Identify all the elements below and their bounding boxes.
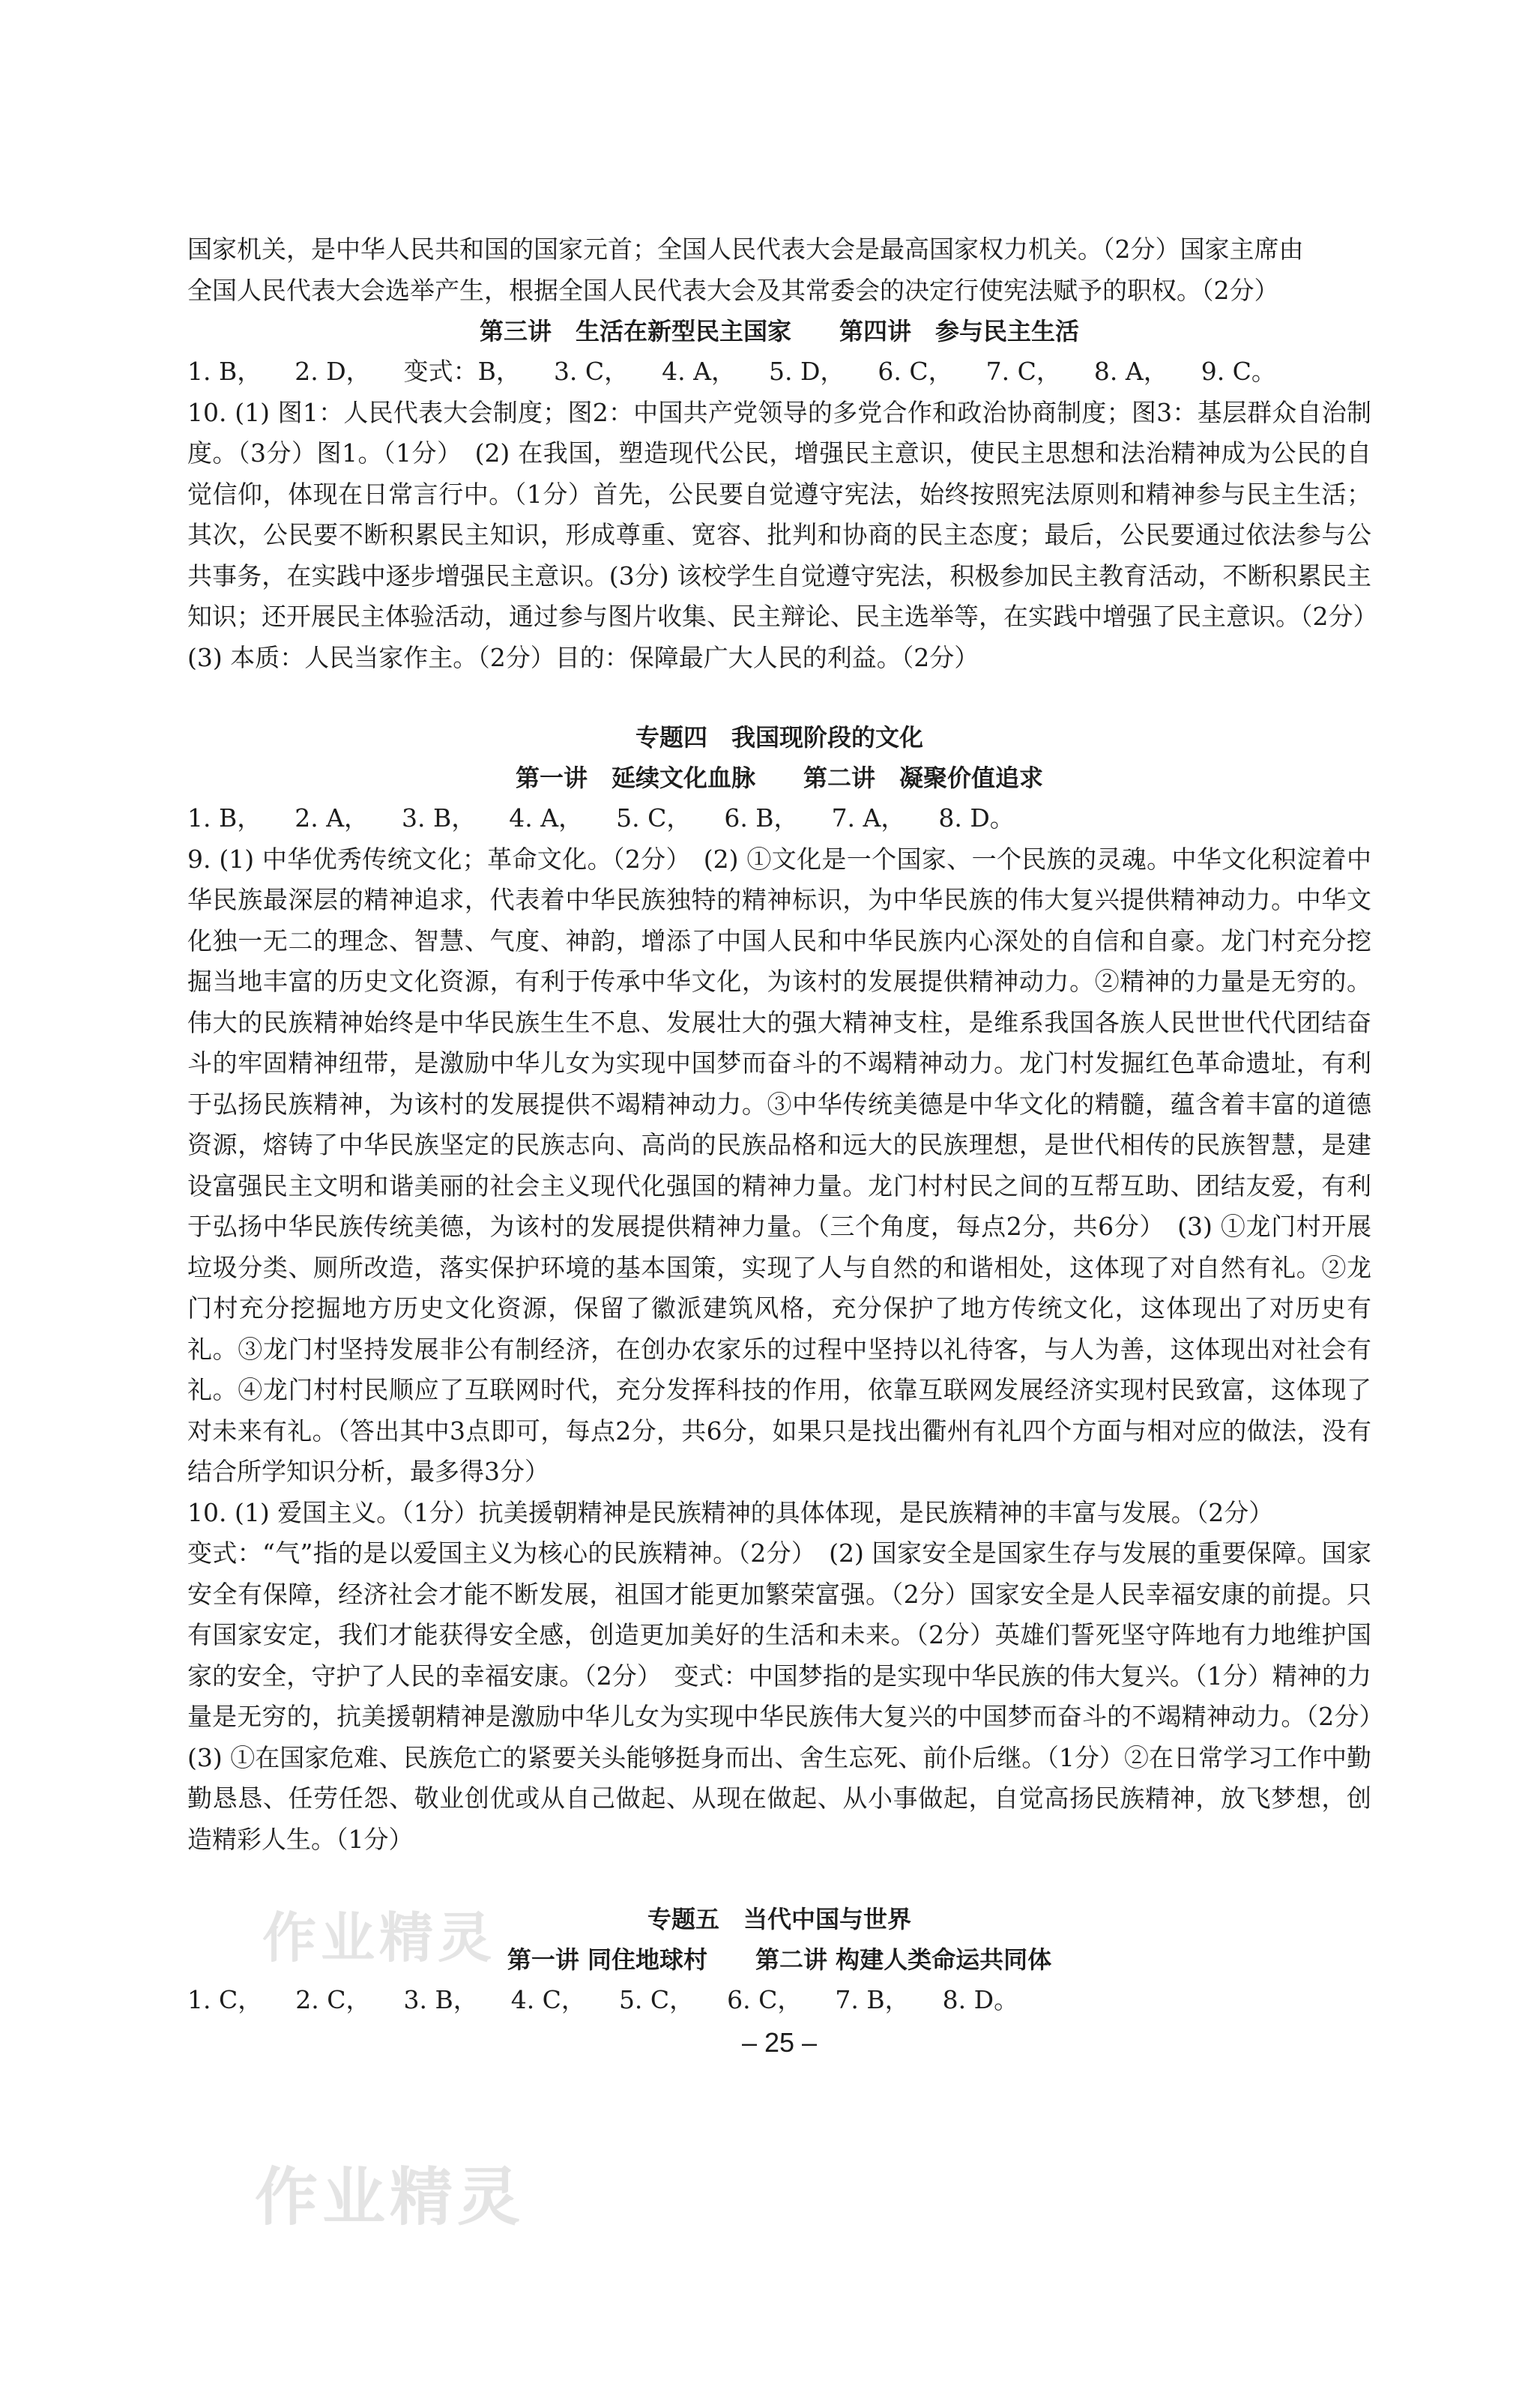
question-9-answer: 9. (1) 中华优秀传统文化；革命文化。（2分） (2) ①文化是一个国家、一个民族的灵魂。中华文化积淀着中华民族最深层的精神追求，代表着中华民族独特的精神标识，为中华民族的伟大复兴提供精神动力。中华文化独一无二的理念、智慧、气度、神韵，增添了中国人民和中华民族内心深处的自信和自豪。龙门村充分挖掘当地丰富的历史文化资源，有利于传承中华文化，为该村的发展提供精神动力。②精神的力量是无穷的。伟大的民族精神始终是中华民族生生不息、发展壮大的强大精神支柱，是维系我国各族人民世世代代团结奋斗的牢固精神纽带，是激励中华儿女为实现中国梦而奋斗的不竭精神动力。龙门村发掘红色革命遗址，有利于弘扬民族精神，为该村的发展提供不竭精神动力。③中华传统美德是中华文化的精髓，蕴含着丰富的道德资源，熔铸了中华民族坚定的民族志向、高尚的民族品格和远大的民族理想，是世代相传的民族智慧，是建设富强民主文明和谐美丽的社会主义现代化强国的精神力量。龙门村村民之间的互帮互助、团结友爱，有利于弘扬中华民族传统美德，为该村的发展提供精神力量。（三个角度，每点2分，共6分） (3) ①龙门村开展垃圾分类、厕所改造，落实保护环境的基本国策，实现了人与自然的和谐相处，这体现了对自然有礼。②龙门村充分挖掘地方历史文化资源，保留了徽派建筑风格，充分保护了地方传统文化，这体现出了对历史有礼。③龙门村坚持发展非公有制经济，在创办农家乐的过程中坚持以礼待客，与人为善，这体现出对社会有礼。④龙门村村民顺应了互联网时代，充分发挥科技的作用，依靠互联网发展经济实现村民致富，这体现了对未来有礼。（答出其中3点即可，每点2分，共6分，如果只是找出衢州有礼四个方面与相对应的做法，没有结合所学知识分析，最多得3分） xyxy=(187,844,1371,1486)
answer-row-3-4 xyxy=(187,351,1371,393)
question-10-part-3: (3) 本质：人民当家作主。（2分）目的：保障最广大人民的利益。（2分） xyxy=(187,642,979,672)
answer-5: 5. C， xyxy=(618,1985,695,2014)
answer-row-topic-5 xyxy=(187,1980,1371,2021)
intro-line-2: 全国人民代表大会选举产生，根据全国人民代表大会及其常委会的决定行使宪法赋予的职权。（2分） xyxy=(187,275,1279,305)
answer-5: 5. C， xyxy=(616,803,692,833)
intro-line-1: 国家机关，是中华人民共和国的国家元首；全国人民代表大会是最高国家权力机关。（2分）国家主席由 xyxy=(187,235,1304,264)
topic-4-title: 专题四 我国现阶段的文化 xyxy=(635,723,923,752)
answer-6: 6. C， xyxy=(878,357,953,386)
answer-8: 8. D。 xyxy=(938,803,1015,833)
watermark: 作业精灵 xyxy=(262,1906,497,1969)
question-10-answer: 10. (1) 图1：人民代表大会制度；图2：中国共产党领导的多党合作和政治协商制度；图3：基层群众自治制度。（3分）图1。（1分） (2) 在我国，塑造现代公民，增强民主意识，使民主思想和法治精神成为公民的自觉信仰，体现在日常言行中。（1分）首先，公民要自觉遵守宪法，始终按照宪法原则和精神参与民主生活；其次，公民要不断积累民主知识，形成尊重、宽容、批判和协商的民主态度；最后，公民要通过依法参与公共事务，在实践中逐步增强民主意识。(3分) 该校学生自觉遵守宪法，积极参加民主教育活动，不断积累民主知识；还开展民主体验活动，通过参与图片收集、民主辩论、民主选举等，在实践中增强了民主意识。（2分） xyxy=(187,397,1378,631)
answer-8: 8. A， xyxy=(1093,357,1168,386)
topic-4-subtitle: 第一讲 延续文化血脉 第二讲 凝聚价值追求 xyxy=(515,764,1043,792)
answer-2: 2. C， xyxy=(295,1985,371,2014)
answer-3: 3. C， xyxy=(553,357,629,386)
page-number: – 25 – xyxy=(741,2026,818,2058)
answer-6: 6. B， xyxy=(724,803,799,833)
answer-1: 1. B， xyxy=(187,803,262,833)
answer-4: 4. A， xyxy=(509,803,584,833)
answer-3: 3. B， xyxy=(403,1985,478,2014)
answer-9: 9. C。 xyxy=(1201,357,1276,386)
topic-5-title: 专题五 当代中国与世界 xyxy=(647,1905,911,1933)
section-title-3-4: 第三讲 生活在新型民主国家 第四讲 参与民主生活 xyxy=(479,317,1079,345)
answer-8: 8. D。 xyxy=(942,1985,1019,2014)
answer-2: 2. A， xyxy=(295,803,369,833)
answer-1: 1. C， xyxy=(187,1985,263,2014)
answer-3: 3. B， xyxy=(402,803,477,833)
answer-variant: 变式：B， xyxy=(403,357,521,386)
topic-5-subtitle: 第一讲 同住地球村 第二讲 构建人类命运共同体 xyxy=(507,1945,1052,1974)
answer-4: 4. C， xyxy=(510,1985,586,2014)
answer-row-topic-4 xyxy=(187,798,1371,839)
answer-7: 7. A， xyxy=(831,803,906,833)
answer-5: 5. D， xyxy=(768,357,845,386)
answer-7: 7. C， xyxy=(985,357,1061,386)
question-10-answer: 10. (1) 爱国主义。（1分）抗美援朝精神是民族精神的具体体现，是民族精神的丰富与发展。（2分） xyxy=(187,1497,1274,1527)
answer-1: 1. B， xyxy=(187,357,262,386)
answer-7: 7. B， xyxy=(835,1985,910,2014)
answer-page xyxy=(187,0,1396,2086)
answer-4: 4. A， xyxy=(662,357,736,386)
answer-6: 6. C， xyxy=(727,1985,803,2014)
answer-2: 2. D， xyxy=(295,357,371,386)
watermark: 作业精灵 xyxy=(255,2160,525,2234)
question-10-variant-answer: 变式：“气”指的是以爱国主义为核心的民族精神。（2分） (2) 国家安全是国家生存与发展的重要保障。国家安全有保障，经济社会才能不断发展，祖国才能更加繁荣富强。（2分）国家安全是人民幸福安康的前提。只有国家安定，我们才能获得安全感，创造更加美好的生活和未来。（2分）英雄们誓死坚守阵地有力地维护国家的安全，守护了人民的幸福安康。（2分） 变式：中国梦指的是实现中华民族的伟大复兴。（1分）精神的力量是无穷的，抗美援朝精神是激励中华儿女为实现中华民族伟大复兴的中国梦而奋斗的不竭精神动力。（2分） (3) ①在国家危难、民族危亡的紧要关头能够挺身而出、舍生忘死、前仆后继。（1分）②在日常学习工作中勤勤恳恳、任劳任怨、敬业创优或从自己做起、从现在做起、从小事做起，自觉高扬民族精神，放飞梦想，创造精彩人生。（1分） xyxy=(187,1538,1396,1854)
